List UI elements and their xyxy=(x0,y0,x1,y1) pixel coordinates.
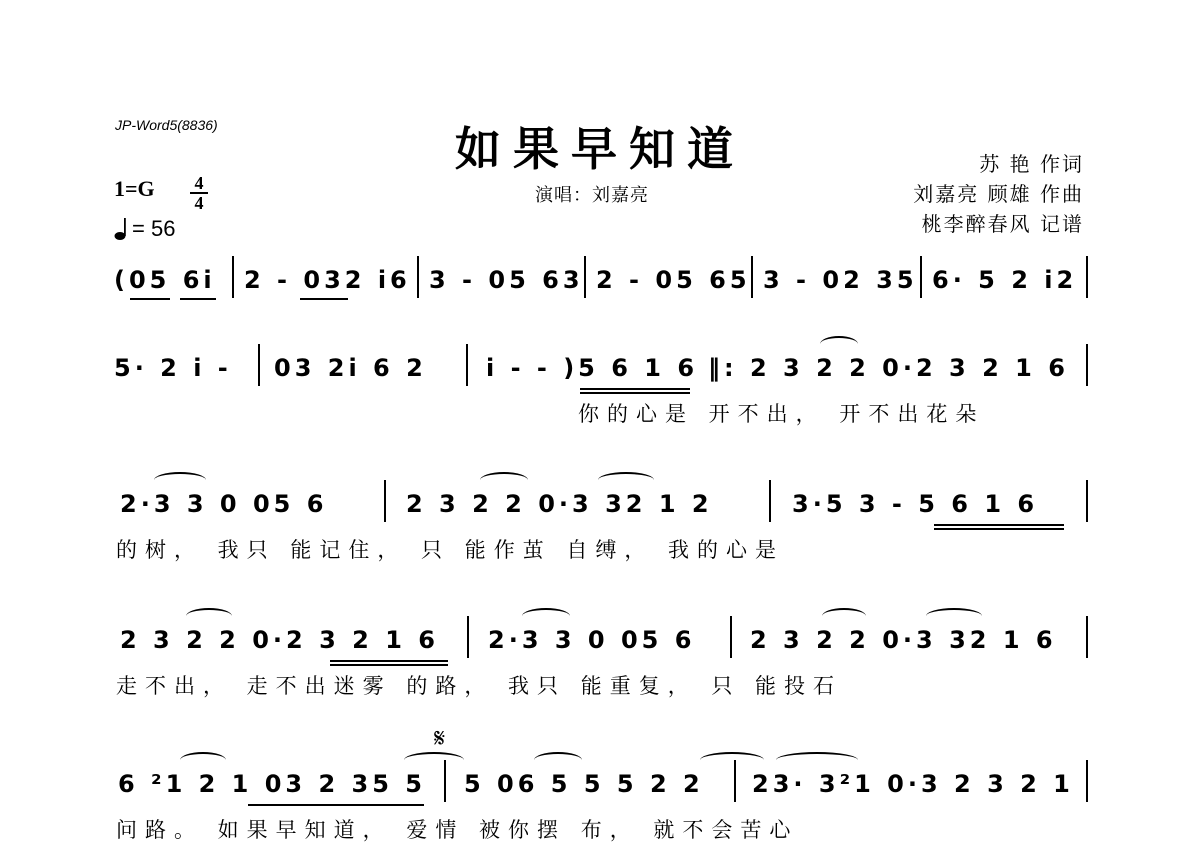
lyrics-text: 走不出， 走不出迷雾 的路， 我只 能重复， 只 能投石 xyxy=(116,674,843,698)
staff-notes xyxy=(114,256,1089,310)
lyrics-line xyxy=(114,534,1089,566)
slur xyxy=(480,472,528,488)
measure: 6 ²1 2 1 03 2 35 5 xyxy=(118,770,426,798)
staff-4 xyxy=(114,616,1089,702)
slur xyxy=(186,608,232,624)
barline xyxy=(1086,344,1088,386)
barline xyxy=(258,344,260,386)
lyrics-line xyxy=(114,814,1089,846)
slur xyxy=(180,752,226,768)
staff-1 xyxy=(114,256,1089,310)
lyrics-line xyxy=(114,670,1089,702)
measure: (05 6i xyxy=(114,266,216,294)
meter-bottom: 4 xyxy=(194,193,204,213)
slur xyxy=(534,752,582,768)
barline xyxy=(232,256,234,298)
slur xyxy=(776,752,858,768)
beam xyxy=(934,524,1064,526)
barline xyxy=(417,256,419,298)
measure: 03 2i 6 2 xyxy=(274,354,427,382)
beam xyxy=(580,388,690,390)
measure: 5 06 5 5 5 2 2 xyxy=(464,770,704,798)
barline xyxy=(1086,256,1088,298)
slur xyxy=(700,752,764,768)
measure: 3·5 3 - 5 6 1 6 xyxy=(792,490,1039,518)
segno-icon: 𝄋 xyxy=(434,724,446,754)
measure: 5· 2 i - xyxy=(114,354,232,382)
lyrics-line xyxy=(114,398,1089,430)
measure: i - - )5 6 1 6 xyxy=(486,354,699,382)
measure: 2·3 3 0 05 6 xyxy=(120,490,328,518)
slur xyxy=(598,472,654,488)
slur xyxy=(820,336,858,352)
measure: ‖: 2 3 2 2 0·2 3 2 1 6 xyxy=(708,354,1069,382)
measure: 2 3 2 2 0·3 32 1 6 xyxy=(750,626,1057,654)
transcriber-credit: 桃李醉春风 记谱 xyxy=(921,212,1084,236)
barline xyxy=(384,480,386,522)
staff-5 xyxy=(114,724,1089,846)
lyrics-text: 的树， 我只 能记住， 只 能作茧 自缚， 我的心是 xyxy=(116,538,785,562)
slur xyxy=(404,752,464,768)
barline xyxy=(1086,480,1088,522)
barline xyxy=(467,616,469,658)
beam xyxy=(330,660,448,662)
lyrics-text: 你的心是 开不出， 开不出花朵 xyxy=(578,402,985,426)
beam xyxy=(180,298,216,300)
measure: 2 - 032 i6 xyxy=(244,266,411,294)
staff-notes xyxy=(114,480,1089,534)
barline xyxy=(1086,760,1088,802)
beam xyxy=(934,528,1064,530)
song-title: 如果早知道 xyxy=(455,122,745,176)
barline xyxy=(466,344,468,386)
slur xyxy=(154,472,206,488)
barline xyxy=(920,256,922,298)
tempo-value: = 56 xyxy=(132,216,176,241)
barline xyxy=(1086,616,1088,658)
measure: 2 3 2 2 0·2 3 2 1 6 xyxy=(120,626,439,654)
slur xyxy=(522,608,570,624)
time-signature xyxy=(188,174,210,212)
quarter-note-icon xyxy=(114,217,128,241)
measure: 2 3 2 2 0·3 32 1 2 xyxy=(406,490,713,518)
software-label: JP-Word5(8836) xyxy=(115,117,218,133)
staff-notes xyxy=(114,616,1089,670)
staff-notes xyxy=(114,344,1089,398)
barline xyxy=(584,256,586,298)
measure: 2·3 3 0 05 6 xyxy=(488,626,696,654)
measure: 6· 5 2 i2 xyxy=(932,266,1078,294)
meter-top: 4 xyxy=(194,173,204,193)
key-signature: 1=G xyxy=(114,176,155,201)
beam xyxy=(248,804,424,806)
measure: 3 - 02 35 xyxy=(763,266,918,294)
slur xyxy=(822,608,866,624)
staff-3 xyxy=(114,480,1089,566)
beam xyxy=(300,298,348,300)
singer-credit: 演唱：刘嘉亮 xyxy=(535,185,649,206)
measure: 23· 3²1 0·3 2 3 2 1 xyxy=(752,770,1074,798)
lyrics-text: 问路。 如果早知道， 爱情 被你摆 布， 就不会苦心 xyxy=(116,818,799,842)
beam xyxy=(130,298,170,300)
staff-notes xyxy=(114,724,1089,814)
barline xyxy=(769,480,771,522)
beam xyxy=(580,392,690,394)
lyricist-credit: 苏 艳 作词 xyxy=(979,152,1084,176)
slur xyxy=(926,608,982,624)
barline xyxy=(730,616,732,658)
composer-credit: 刘嘉亮 顾雄 作曲 xyxy=(913,182,1084,206)
tempo-mark xyxy=(114,216,175,242)
staff-2 xyxy=(114,344,1089,430)
measure: 2 - 05 65 xyxy=(596,266,751,294)
beam xyxy=(330,664,448,666)
measure: 3 - 05 63 xyxy=(429,266,584,294)
barline xyxy=(751,256,753,298)
